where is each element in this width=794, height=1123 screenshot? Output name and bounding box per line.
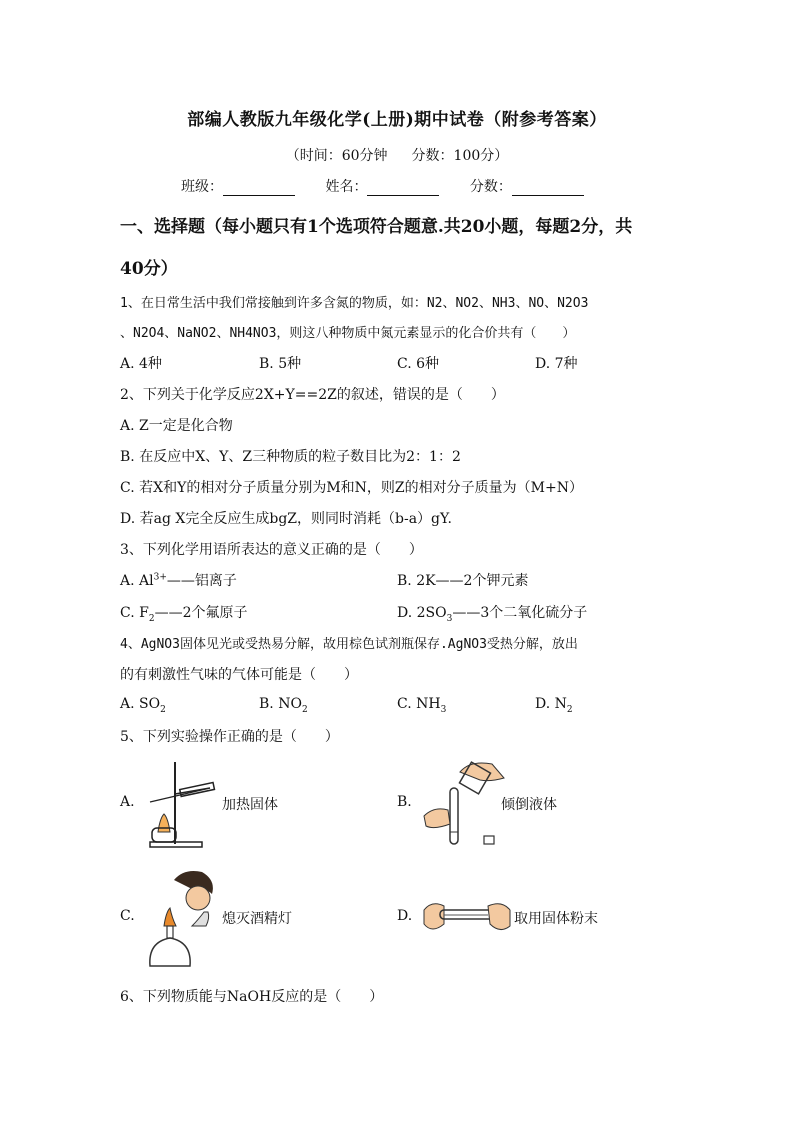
- q4-option-d: D. $N_2$: [535, 696, 573, 715]
- q5-option-b-label: B.: [397, 794, 412, 810]
- q2-option-d: D. 若ag X完全反应生成bgZ，则同时消耗（b-a）gY.: [120, 511, 452, 527]
- exam-meta: [0, 145, 794, 165]
- q1-stem-line1: 1、在日常生活中我们常接触到许多含氮的物质，如：N2、NO2、NH3、NO、N2O3: [120, 296, 589, 311]
- q5-option-a-label: A.: [120, 794, 135, 810]
- q2-option-a: A. Z一定是化合物: [120, 418, 233, 434]
- q1-option-d: D. 7种: [535, 356, 578, 372]
- q5-option-d-text: 取用固体粉末: [514, 911, 598, 927]
- exam-score: 分数：100分）: [411, 148, 509, 164]
- name-label: 姓名：: [325, 179, 368, 195]
- q5-option-c-text: 熄灭酒精灯: [222, 911, 292, 927]
- q3-option-a: A. $Al^{3+}——$铝离子: [120, 572, 237, 589]
- student-info: [181, 176, 610, 196]
- q4-option-b: B. $NO_2$: [259, 696, 308, 715]
- q5-option-c-label: C.: [120, 908, 135, 924]
- q4-stem-line1: 4、AgNO3固体见光或受热易分解，故用棕色试剂瓶保存.AgNO3受热分解，放出: [120, 637, 578, 652]
- q3-option-d: D. $2SO_3——3$个二氧化硫分子: [397, 605, 588, 624]
- q5-option-a-text: 加热固体: [222, 797, 278, 813]
- heating-solid-illustration: [140, 758, 218, 850]
- section-heading-line1: 一、选择题（每小题只有1个选项符合题意.共20小题，每题2分，共: [120, 217, 633, 237]
- q1-stem-line2: 、N2O4、NaNO2、NH4NO3，则这八种物质中氮元素显示的化合价共有（ ）: [120, 326, 576, 341]
- q5-option-d-label: D.: [397, 908, 413, 924]
- name-blank[interactable]: [367, 181, 439, 196]
- q5-option-b-text: 倾倒液体: [501, 797, 557, 813]
- q1-option-c: C. 6种: [397, 356, 440, 372]
- extinguish-lamp-illustration: [140, 868, 220, 972]
- powder-spatula-illustration: [418, 894, 514, 944]
- q4-option-c: C. $NH_3$: [397, 696, 447, 715]
- q2-option-c: C. 若X和Y的相对分子质量分别为M和N，则Z的相对分子质量为（M+N）: [120, 480, 583, 496]
- class-blank[interactable]: [223, 181, 295, 196]
- q1-option-b: B. 5种: [259, 356, 302, 372]
- q2-stem: 2、下列关于化学反应2X+Y==2Z的叙述，错误的是（ ）: [120, 387, 505, 403]
- pour-liquid-illustration: [420, 752, 506, 852]
- exam-time: （时间：60分钟: [285, 148, 388, 164]
- score-blank[interactable]: [512, 181, 584, 196]
- q4-option-a: A. $SO_2$: [120, 696, 166, 715]
- score-label: 分数：: [469, 179, 512, 195]
- section-heading-line2: 40分）: [120, 259, 178, 279]
- q3-stem: 3、下列化学用语所表达的意义正确的是（ ）: [120, 542, 423, 558]
- class-label: 班级：: [181, 179, 223, 195]
- page-title: 部编人教版九年级化学(上册)期中试卷（附参考答案）: [187, 110, 607, 130]
- q2-option-b: B. 在反应中X、Y、Z三种物质的粒子数目比为2：1：2: [120, 449, 461, 465]
- q5-stem: 5、下列实验操作正确的是（ ）: [120, 729, 339, 745]
- q3-option-b: B. 2K——2个钾元素: [397, 573, 529, 589]
- q3-option-c: C. $F_2——2$个氟原子: [120, 605, 248, 624]
- q4-stem-line2: 的有刺激性气味的气体可能是（ ）: [120, 667, 358, 683]
- q1-option-a: A. 4种: [120, 356, 162, 372]
- q6-stem: 6、下列物质能与NaOH反应的是（ ）: [120, 989, 384, 1005]
